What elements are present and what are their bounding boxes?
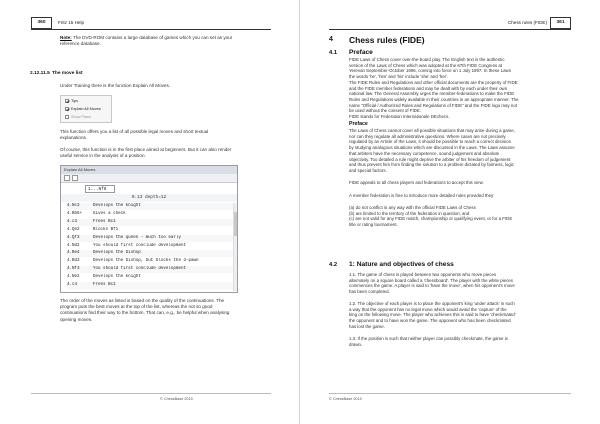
paragraph-1-line-1: This function offers you a list of all possible legal moves and short textual [60, 129, 209, 134]
preface-line: version of the Laws of Chess which was adopted at the 67th FIDE Congress at [349, 62, 503, 68]
paragraph-3-line-4: opening moves. [60, 316, 93, 322]
move-explanation: Frees Bc1 [93, 283, 116, 287]
right-page-number: 361 [550, 17, 571, 29]
paragraph-1-line-2: explanations. [60, 135, 88, 141]
note-label: Note: [60, 35, 72, 40]
right-header-title: Chess rules (FIDE) [507, 20, 547, 25]
left-footer: © ChessBase 2015 [160, 397, 193, 401]
left-header-rule [31, 29, 271, 30]
preface-line: name "Official / Authorized Rules and Regulations of FIDE" and the FIDE logo may not [349, 102, 518, 108]
chapter-number: 4 [329, 36, 333, 43]
intro-text: Under Training there is the function Explain All Moves. [60, 83, 171, 88]
window-title: Explain All Moves [61, 166, 237, 174]
rule-1-1-line: commences the game. A player is said to 'have the move', when his opponent's move [349, 283, 515, 289]
paragraph-3-line-3: continuations find their way to the bottom. That can, e.g., be helpful when analysing [60, 310, 230, 316]
move-list-row[interactable] [67, 250, 233, 257]
preface-line: Rules and Regulations widely available in their countries in an appropriate manner. The [349, 96, 519, 102]
move-notation: 4.Qf3 [67, 235, 80, 240]
paragraph-1 [60, 129, 275, 141]
preface-line: Yerevan September-October 1996, coming into force on 1 July 1997. In these Laws [349, 68, 511, 74]
section-42-number: 4.2 [329, 262, 338, 268]
show-plans-checkbox[interactable] [65, 115, 69, 119]
preface-2-line: and thus prevent him from finding the solution to a problem dictated by fairness, logic [349, 162, 514, 168]
paragraph-3 [60, 298, 280, 323]
preface-2-line: and special factors. [349, 167, 387, 173]
toolbar-button-icon[interactable] [64, 175, 70, 181]
tips-checkbox[interactable] [65, 99, 69, 103]
preface-line: FIDE stands for Federation Internationale DEchecs. [349, 114, 450, 120]
move-list [61, 203, 237, 291]
preface-2-line: by studying analogous situations which are discussed in the Laws. The Laws assume [349, 145, 515, 151]
member-item: (a) do not conflict in any way with the official FIDE Laws of Chess [349, 205, 476, 210]
rule-1-2-line: 1.2. The objective of each player is to place the opponent's king 'under attack' in such [349, 301, 515, 306]
move-list-row[interactable] [67, 227, 233, 234]
rule-1-1-line: alternately on a square board called a 'chessboard'. The player with the white pieces [349, 277, 513, 283]
preface-2-line: nor can they regulate all administrative questions. Where cases are not precisely [349, 133, 506, 139]
member-item: (b) are limited to the territory of the federation in question; and [349, 210, 470, 216]
rule-1-2-line: a way that the opponent has no legal move which would avoid the 'capture' of the [349, 306, 507, 312]
preface-line: FIDE Laws of Chess cover over-the-board play. The English text is the authentic [349, 57, 505, 62]
move-list-row[interactable] [67, 282, 233, 289]
tips-label: Tips [71, 99, 79, 103]
move-notation: 4.Bb5+ [67, 211, 83, 216]
move-notation: 4.Qe2 [67, 227, 80, 232]
move-input[interactable]: 1...Nf6 [85, 185, 115, 193]
move-list-row[interactable] [67, 203, 233, 210]
move-explanation: Develops the bishop [93, 251, 141, 256]
paragraph-3-line-1: The order of the moves as listed is based on the quality of the continuations. The [60, 298, 225, 303]
section-number: 2.12.11.5 [30, 71, 50, 76]
preface-line: be used without the consent of FIDE. [349, 108, 421, 114]
move-notation: 4.Bd3 [67, 259, 80, 264]
rule-1-3-line: drawn. [349, 341, 363, 347]
preface-2-text [349, 128, 579, 174]
evaluation-line: 0.13 depth=12 [61, 194, 237, 202]
explain-all-moves-checkbox[interactable] [65, 107, 69, 111]
move-list-row[interactable] [67, 266, 233, 273]
rule-1-2-line: has lost the game. [349, 323, 385, 329]
note-text-1: The DVD-ROM contains a large database of games which you can set as your [72, 35, 233, 40]
paragraph-2 [60, 147, 275, 159]
preface-text [349, 57, 579, 120]
menu-item-explain-all-moves[interactable] [65, 106, 101, 112]
chapter-title: Chess rules (FIDE) [349, 35, 425, 45]
move-notation: 4.Nd2 [67, 243, 80, 248]
right-header-rule [329, 29, 571, 30]
scrollbar-thumb[interactable] [234, 212, 237, 236]
move-explanation: Gives a check [93, 211, 126, 216]
preface-2-line: objectivity. Too detailed a rule might deprive the arbiter of his freedom of judgement [349, 156, 511, 162]
move-explanation: Blocks Bf1 [93, 227, 119, 232]
preface-line: and the FIDE member federations and may be dealt with by each under their own [349, 85, 508, 91]
move-explanation: Frees Bc1 [93, 219, 116, 224]
move-list-row[interactable] [67, 235, 233, 242]
menu-item-tips[interactable] [65, 98, 78, 104]
preface-2-line: The Laws of Chess cannot cover all possible situations that may arise during a game, [349, 128, 515, 133]
move-list-row[interactable] [67, 258, 233, 265]
move-explanation: Develops the queen - much too early [93, 235, 181, 240]
rule-1-1 [349, 272, 579, 295]
move-notation: 4.Nc3 [67, 204, 80, 208]
move-list-row[interactable] [67, 211, 233, 218]
member-item: title or rating tournament. [349, 222, 398, 228]
training-menu-panel [60, 95, 112, 123]
menu-item-show-plans[interactable] [65, 114, 91, 120]
rule-1-3-line: 1.3. If the position is such that neither player can possibly checkmate, the game is [349, 336, 508, 341]
move-notation: 4.c3 [67, 219, 78, 224]
move-notation: 4.Be4 [67, 251, 80, 256]
paragraph-2-line-2: useful service in the analysis of a position. [60, 153, 146, 159]
explain-all-moves-window [60, 165, 238, 293]
preface-line: national law. The General Assembly urges the member-federations to make the FIDE [349, 91, 515, 97]
window-toolbar [61, 174, 237, 183]
preface-line: The FIDE Rules and Regulations and other official documents are the property of FIDE [349, 79, 518, 85]
section-41-number: 4.1 [329, 50, 338, 56]
explain-all-moves-label: Explain All Moves [71, 107, 101, 111]
member-list [349, 205, 579, 228]
rule-1-1-line: 1.1. The game of chess is played between two opponents who move pieces [349, 272, 497, 277]
toolbar-button-icon[interactable] [72, 175, 78, 181]
rule-1-2-line: the opponent and to have won the game. The opponent who has been checkmated [349, 318, 511, 324]
move-list-row[interactable] [67, 243, 233, 250]
paragraph-3-line-2: program puts the best moves at the top of the list, whereas the not so good [60, 304, 213, 310]
move-notation: 4.Ne2 [67, 275, 80, 280]
section-42-title: 1: Nature and objectives of chess [349, 261, 454, 268]
rule-1-2 [349, 301, 579, 330]
show-plans-label: Show Plans [71, 115, 92, 119]
move-explanation: You should first conclude development [93, 267, 186, 272]
right-footer-rule [329, 393, 571, 394]
left-header-title: Fritz 15 Help [58, 20, 85, 25]
preface-line: the words 'he', 'him' and 'his' include 'she' and 'her'. [349, 74, 449, 80]
right-page [300, 0, 600, 424]
appeal-text: FIDE appeals to all chess players and federations to accept this view. [349, 180, 484, 185]
move-list-row[interactable] [67, 274, 233, 281]
move-notation: 4.Nf3 [67, 267, 80, 272]
right-footer: © ChessBase 2015 [329, 397, 362, 401]
move-notation: 4.c4 [67, 283, 78, 287]
move-explanation: Develops the bishop, but blocks the d-pawn [93, 259, 199, 264]
move-list-row[interactable] [67, 219, 233, 226]
preface-2-line: regulated by an Article of the Laws, it should be possible to reach a correct decision [349, 139, 512, 145]
rule-1-2-line: king on the following move. The player who achieves this is said to have 'checkmated' [349, 312, 516, 318]
rule-1-3 [349, 336, 579, 347]
move-explanation: Develops the knight [93, 275, 141, 280]
rule-1-1-line: has been completed. [349, 289, 390, 295]
move-explanation: You should first conclude development [93, 243, 186, 248]
section-title: The move list [52, 71, 83, 76]
paragraph-2-line-1: Of course, this function is in the first place aimed at beginners. But it can also render [60, 147, 232, 152]
member-intro: A member federation is free to introduce more detailed rules provided they: [349, 193, 495, 198]
member-item: (c) are not valid for any FIDE match, championship or qualifying event, or for a FIDE [349, 216, 513, 222]
left-page-number: 360 [31, 17, 52, 29]
move-explanation: Develops the knight [93, 204, 141, 208]
left-footer-rule [31, 393, 271, 394]
preface-subheading: Preface [349, 121, 368, 127]
preface-2-line: that arbiters have the necessary competence, sound judgement and absolute [349, 150, 500, 156]
note-paragraph [60, 35, 275, 47]
section-41-title: Preface [349, 49, 373, 56]
note-text-2: reference database. [60, 41, 101, 47]
